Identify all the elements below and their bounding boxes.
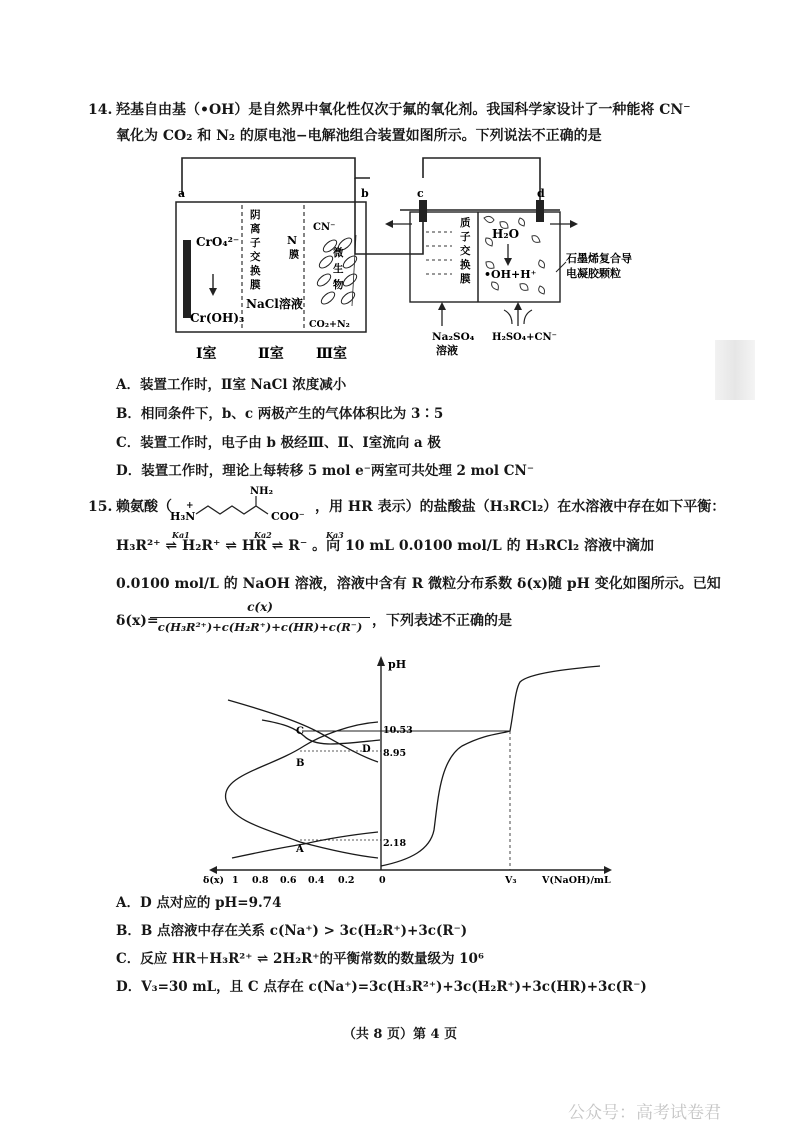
q15-option-b: B．B 点溶液中存在关系 c(Na⁺) > 3c(H₂R⁺)+3c(R⁻) (116, 923, 468, 939)
page-footer: （共 8 页）第 4 页 (342, 1027, 458, 1042)
delta-tail: ，下列表述不正确的是 (372, 613, 512, 629)
point-c-label: C (296, 726, 304, 737)
room1-label: Ⅰ室 (196, 346, 217, 362)
electrode-a (183, 240, 191, 318)
distribution-titration-chart (200, 650, 620, 885)
delta-tick-1: 1 (232, 875, 239, 885)
croh3-label: Cr(OH)₃ (190, 311, 245, 325)
delta-axis-label: δ(x) (203, 875, 224, 885)
microbe-label: 微生物 (333, 247, 344, 291)
curve-h3r (232, 832, 378, 858)
titration-curve (381, 666, 600, 866)
q15-option-d: D．V₃=30 mL，且 C 点存在 c(Na⁺)=3c(H₃R²⁺)+3c(H₂R⁺)+3c(HR)+3c(R⁻) (116, 979, 647, 995)
right-cell (410, 212, 560, 302)
q14-apparatus-diagram (160, 150, 660, 365)
scan-shade (715, 340, 755, 400)
proton-membrane-label: 质子交换膜 (460, 217, 471, 285)
ka3-label: Ka3 (326, 530, 344, 540)
ka2-label: Ka2 (254, 530, 272, 540)
graphene-label-2: 电凝胶颗粒 (566, 267, 621, 280)
oh-h-label: •OH+H⁺ (484, 268, 537, 281)
q14-option-d: D．装置工作时，理论上每转移 5 mol e⁻两室可共处理 2 mol CN⁻ (116, 463, 534, 479)
na2so4-label-2: 溶液 (436, 344, 458, 357)
q15-intro-a: 赖氨酸（ (116, 499, 172, 515)
h2o-label: H₂O (492, 227, 520, 241)
delta-tick-02: 0.2 (338, 875, 355, 885)
q14-stem-line2: 氧化为 CO₂ 和 N₂ 的原电池−电解池组合装置如图所示。下列说法不正确的是 (116, 128, 602, 144)
ph-label-895: 8.95 (383, 748, 407, 759)
delta-denominator: c(H₃R²⁺)+c(H₂R⁺)+c(HR)+c(R⁻) (157, 620, 363, 634)
q15-equilibrium-line: H₃R²⁺ ⇌ H₂R⁺ ⇌ HR ⇌ R⁻ 。向 10 mL 0.0100 mol/L 的 H₃RCl₂ 溶液中滴加 (116, 538, 654, 554)
point-b-label: B (296, 758, 305, 769)
nacl-label: NaCl溶液 (246, 297, 303, 311)
q15-intro-b: ，用 HR 表示）的盐酸盐（H₃RCl₂）在水溶液中存在如下平衡： (315, 499, 726, 515)
point-a-label: A (296, 844, 304, 855)
liquid-lines (426, 232, 452, 274)
q15-stem-line3: 0.0100 mol/L 的 NaOH 溶液，溶液中含有 R 微粒分布系数 δ(x)随 pH 变化如图所示。已知 (116, 576, 721, 592)
electrode-d-label: d (537, 187, 545, 200)
room3-label: Ⅲ室 (316, 346, 348, 362)
delta-numerator: c(x) (247, 600, 273, 614)
struct-coo: COO⁻ (271, 510, 305, 523)
v3-label: V₃ (505, 875, 517, 885)
fraction-bar (150, 617, 370, 618)
struct-nh2: NH₂ (250, 486, 273, 497)
na2so4-label-1: Na₂SO₄ (432, 331, 475, 343)
svg-text:+: + (186, 501, 194, 511)
cro4-label: CrO₄²⁻ (196, 235, 240, 249)
lysine-structure (168, 484, 314, 526)
co2n2-label: CO₂+N₂ (309, 319, 350, 330)
delta-tick-04: 0.4 (308, 875, 325, 885)
ka1-label: Ka1 (172, 530, 190, 540)
anion-membrane-label: 阴离子交换膜 (250, 209, 261, 291)
electrode-a-label: a (178, 187, 186, 200)
electrode-d (536, 200, 544, 222)
graphene-label-1: 石墨烯复合导 (566, 252, 632, 265)
point-d-label: D (362, 744, 371, 755)
struct-h3n: H₃N (170, 510, 196, 523)
q14-stem-line1: 羟基自由基（•OH）是自然界中氧化性仅次于氟的氧化剂。我国科学家设计了一种能将 CN⁻ (116, 102, 691, 118)
ph-label-1053: 10.53 (383, 725, 413, 736)
q15-option-c: C．反应 HR＋H₃R²⁺ ⇌ 2H₂R⁺的平衡常数的数量级为 10⁶ (116, 951, 484, 967)
cn-label: CN⁻ (313, 222, 336, 233)
distribution-curves (226, 700, 380, 858)
ph-label-218: 2.18 (383, 838, 407, 849)
watermark: 公众号：高考试卷君 (568, 1103, 721, 1123)
q15-number: 15. (88, 499, 113, 515)
q14-number: 14. (88, 102, 113, 118)
delta-tick-08: 0.8 (252, 875, 269, 885)
q15-option-a: A．D 点对应的 pH=9.74 (116, 895, 282, 911)
delta-tick-06: 0.6 (280, 875, 297, 885)
room2-label: Ⅱ室 (258, 346, 284, 362)
electrode-b-label: b (361, 187, 369, 200)
delta-lhs: δ(x)= (116, 613, 159, 629)
q14-option-c: C．装置工作时，电子由 b 极经Ⅲ、Ⅱ、Ⅰ室流向 a 极 (116, 435, 441, 451)
h2so4-cn-label: H₂SO₄+CN⁻ (492, 332, 557, 343)
volume-axis-label: V(NaOH)/mL (542, 875, 611, 885)
electrode-c-label: c (417, 187, 424, 200)
ph-axis-label: pH (388, 658, 407, 671)
delta-tick-0: 0 (379, 875, 386, 885)
q14-option-a: A．装置工作时，Ⅱ室 NaCl 浓度减小 (116, 377, 347, 393)
n-membrane-label: N 膜 (287, 234, 299, 261)
electrode-c (419, 200, 427, 222)
q14-option-b: B．相同条件下，b、c 两极产生的气体体积比为 3∶5 (116, 406, 444, 422)
